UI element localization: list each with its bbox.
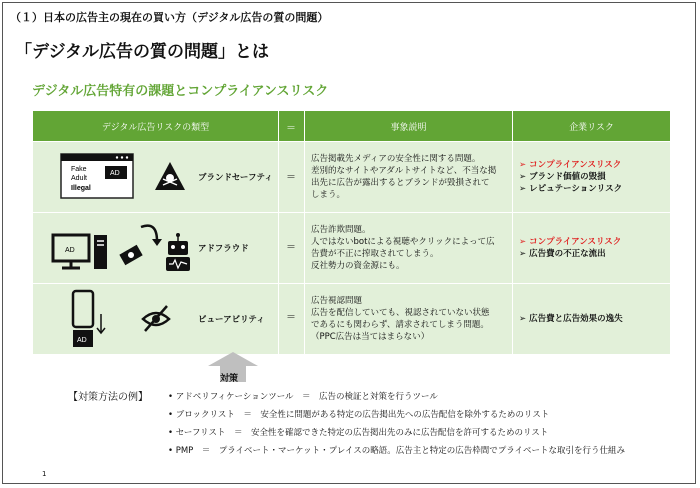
- table-row: [33, 142, 671, 213]
- description-cell: [305, 213, 513, 284]
- list-item: • セーフリスト ＝ 安全性を確認できた特定の広告掲出先のみに広告配信を許可するためのリスト: [168, 428, 549, 438]
- measures-list: [168, 388, 625, 460]
- risk-cell: [513, 142, 671, 213]
- eq-sign: ＝: [286, 242, 296, 253]
- eq-sign: ＝: [286, 312, 296, 323]
- eq-sign: ＝: [286, 172, 296, 183]
- viewability-illustration: [33, 284, 193, 354]
- header-type: デジタル広告リスクの類型: [33, 111, 279, 142]
- measures-label: 【対策方法の例】: [68, 392, 148, 403]
- fake-text: Fake: [71, 166, 87, 173]
- header-risk: 企業リスク: [513, 111, 671, 142]
- risk-item: ➢ コンプライアンスリスク: [519, 237, 622, 247]
- illegal-text: Illegal: [71, 185, 91, 192]
- description-cell: [305, 284, 513, 355]
- risk-item: ➢ 広告費と広告効果の逸失: [519, 314, 623, 324]
- desc-line: 人ではないbotによる視聴やクリックによって広: [311, 237, 495, 247]
- desc-line: 広告掲載先メディアの安全性に関する問題。: [311, 154, 481, 164]
- risk-cell: [513, 213, 671, 284]
- section-heading: （１）日本の広告主の現在の買い方（デジタル広告の質の問題）: [10, 11, 329, 24]
- desc-line: 広告を配信していても、視認されていない状態: [311, 308, 490, 318]
- page-title: 「デジタル広告の質の問題」とは: [15, 42, 269, 62]
- risk-table: [32, 110, 671, 355]
- ad-label: AD: [65, 247, 75, 254]
- risk-name-viewability: ビューアビリティ: [198, 315, 265, 325]
- risk-item: ➢ コンプライアンスリスク: [519, 160, 622, 170]
- description-cell: [305, 142, 513, 213]
- desc-line: 広告視認問題: [311, 296, 363, 306]
- page-number: 1: [42, 470, 47, 478]
- countermeasure-label: 対策: [220, 374, 239, 384]
- risk-type-cell: [33, 284, 279, 355]
- table-row: [33, 213, 671, 284]
- table-row: [33, 284, 671, 355]
- ad-fraud-illustration: [33, 213, 193, 283]
- risk-type-cell: [33, 213, 279, 284]
- header-description: 事象説明: [305, 111, 513, 142]
- list-item: • アドベリフィケーションツール ＝ 広告の検証と対策を行うツール: [168, 392, 438, 402]
- risk-name-brand-safety: ブランドセーフティ: [198, 173, 273, 183]
- ad-label: AD: [77, 337, 87, 344]
- desc-line: しまう。: [311, 190, 346, 200]
- desc-line: であるにも関わらず、請求されてしまう問題。: [311, 320, 489, 330]
- desc-line: 告費が不正に搾取されてしまう。: [311, 249, 439, 259]
- adult-text: Adult: [71, 175, 87, 182]
- risk-cell: [513, 284, 671, 355]
- desc-line: 反社勢力の資金源にも。: [311, 261, 405, 271]
- eq-sign-header: ＝: [286, 123, 296, 134]
- risk-item: ➢ ブランド価値の毀損: [519, 172, 606, 182]
- table-header-row: [33, 111, 671, 142]
- risk-type-cell: [33, 142, 279, 213]
- desc-line: （PPC広告は当てはまらない）: [311, 332, 430, 342]
- list-item: • PMP ＝ プライベート・マーケット・プレイスの略語。広告主と特定の広告枠間でプライベートな取引を行う仕組み: [168, 446, 626, 456]
- risk-name-ad-fraud: アドフラウド: [198, 244, 249, 254]
- smartphone-icon: [73, 291, 93, 327]
- subtitle: デジタル広告特有の課題とコンプライアンスリスク: [32, 84, 329, 99]
- risk-item: ➢ 広告費の不正な流出: [519, 249, 606, 259]
- desc-line: 出先に広告が露出するとブランドが毀損されて: [311, 178, 490, 188]
- list-item: • ブロックリスト ＝ 安全性に問題がある特定の広告掲出先への広告配信を除外するためのリスト: [168, 410, 550, 420]
- desc-line: 差別的なサイトやアダルトサイトなど、不当な掲: [311, 166, 497, 176]
- ad-label: AD: [110, 170, 120, 177]
- curved-arrow-icon: [141, 226, 157, 241]
- pc-tower-icon: [94, 235, 107, 269]
- money-icon: [119, 245, 142, 265]
- desc-line: 広告詐欺問題。: [311, 225, 371, 235]
- risk-item: ➢ レピュテーションリスク: [519, 184, 623, 194]
- brand-safety-illustration: [33, 142, 193, 212]
